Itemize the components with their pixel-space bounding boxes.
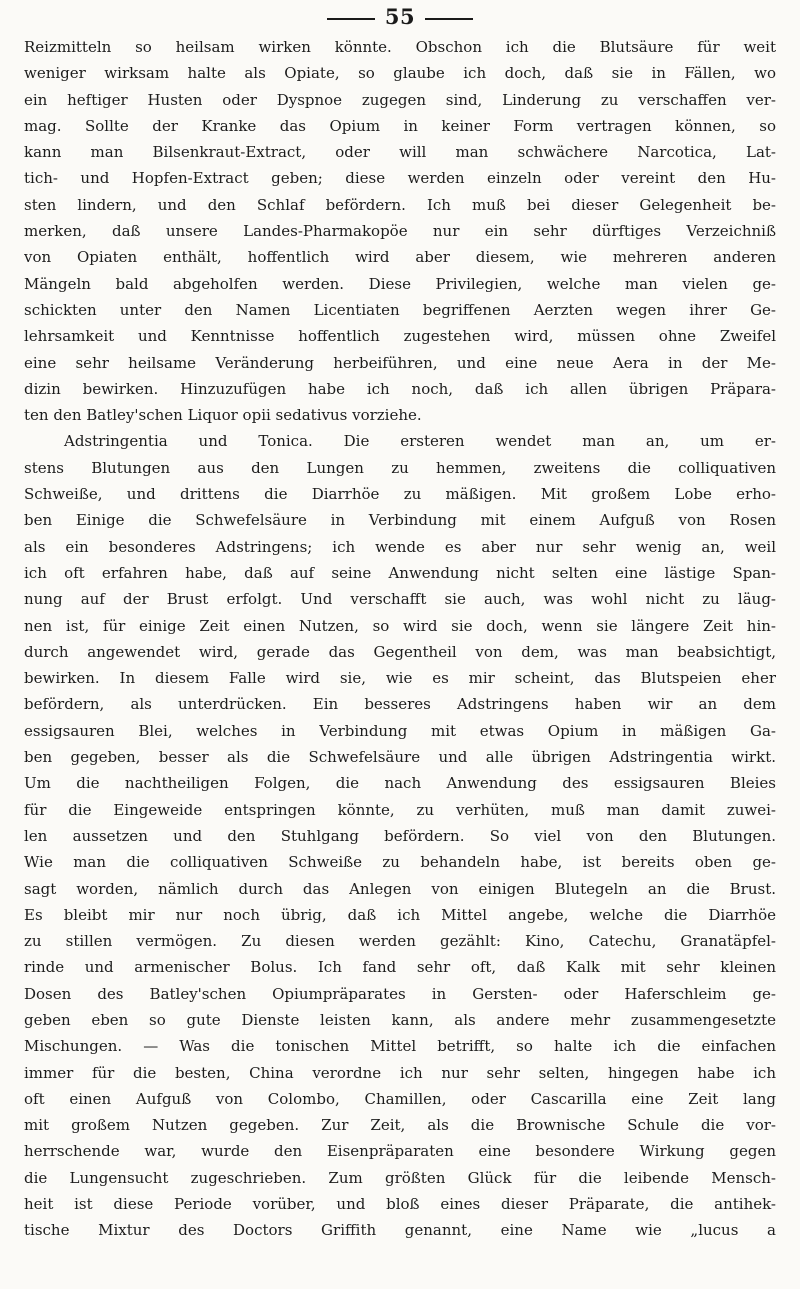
text-line: kann man Bilsenkraut-Extract, oder will man schwächere Narcotica, Lat-: [24, 143, 776, 162]
text-line: mit großem Nutzen gegeben. Zur Zeit, als die Brownische Schule die vor-: [24, 1116, 776, 1135]
text-line: für die Eingeweide entspringen könnte, zu verhüten, muß man damit zuwei-: [24, 800, 776, 819]
text-line: Dosen des Batley'schen Opiumpräparates in Gersten- oder Haferschleim ge-: [24, 984, 776, 1003]
text-line: Wie man die colliquativen Schweiße zu behandeln habe, ist bereits oben ge-: [24, 853, 776, 872]
text-line: stens Blutungen aus den Lungen zu hemmen, zweitens die colliquativen: [24, 458, 776, 477]
text-line: bewirken. In diesem Falle wird sie, wie es mir scheint, das Blutspeien eher: [24, 669, 776, 688]
text-line: Mischungen. — Was die tonischen Mittel betrifft, so halte ich die einfachen: [24, 1037, 776, 1056]
page-number-text: 55: [384, 4, 416, 29]
text-line: sagt worden, nämlich durch das Anlegen von einigen Blutegeln an die Brust.: [24, 879, 776, 898]
text-line: Es bleibt mir nur noch übrig, daß ich Mittel angebe, welche die Diarrhöe: [24, 905, 776, 924]
text-line: lehrsamkeit und Kenntnisse hoffentlich zugestehen wird, müssen ohne Zweifel: [24, 327, 776, 346]
text-line: rinde und armenischer Bolus. Ich fand sehr oft, daß Kalk mit sehr kleinen: [24, 958, 776, 977]
text-line: tich- und Hopfen-Extract geben; diese werden einzeln oder vereint den Hu-: [24, 169, 776, 188]
text-line: ben Einige die Schwefelsäure in Verbindung mit einem Aufguß von Rosen: [24, 511, 776, 530]
text-line: Um die nachtheiligen Folgen, die nach Anwendung des essigsauren Bleies: [24, 774, 776, 793]
text-line: nen ist, für einige Zeit einen Nutzen, so wird sie doch, wenn sie längere Zeit hin-: [24, 616, 776, 635]
text-line: len aussetzen und den Stuhlgang befördern. So viel von den Blutungen.: [24, 826, 776, 845]
text-line: durch angewendet wird, gerade das Gegentheil von dem, was man beabsichtigt,: [24, 642, 776, 661]
text-line: ich oft erfahren habe, daß auf seine Anwendung nicht selten eine lästige Span-: [24, 563, 776, 582]
text-line: weniger wirksam halte als Opiate, so glaube ich doch, daß sie in Fällen, wo: [24, 64, 776, 83]
text-line: oft einen Aufguß von Colombo, Chamillen, oder Cascarilla eine Zeit lang: [24, 1089, 776, 1108]
text-line: merken, daß unsere Landes-Pharmakopöe nur ein sehr dürftiges Verzeichniß: [24, 222, 776, 241]
text-line: immer für die besten, China verordne ich nur sehr selten, hingegen habe ich: [24, 1063, 776, 1082]
text-line: Schweiße, und drittens die Diarrhöe zu mäßigen. Mit großem Lobe erho-: [24, 485, 776, 504]
text-line: als ein besonderes Adstringens; ich wende es aber nur sehr wenig an, weil: [24, 537, 776, 556]
text-line: ten den Batley'schen Liquor opii sedativus vorziehe.: [24, 406, 422, 425]
text-line: zu stillen vermögen. Zu diesen werden gezählt: Kino, Catechu, Granatäpfel-: [24, 932, 776, 951]
text-line: eine sehr heilsame Veränderung herbeiführen, und eine neue Aera in der Me-: [24, 353, 776, 372]
text-line: ben gegeben, besser als die Schwefelsäure und alle übrigen Adstringentia wirkt.: [24, 748, 776, 767]
text-line: tische Mixtur des Doctors Griffith genannt, eine Name wie „lucus a: [24, 1221, 776, 1240]
text-line: von Opiaten enthält, hoffentlich wird aber diesem, wie mehreren anderen: [24, 248, 776, 267]
text-line: essigsauren Blei, welches in Verbindung mit etwas Opium in mäßigen Ga-: [24, 721, 776, 740]
text-line: mag. Sollte der Kranke das Opium in keiner Form vertragen können, so: [24, 116, 776, 135]
body-text: [24, 34, 776, 1244]
text-line: die Lungensucht zugeschrieben. Zum größten Glück für die leibende Mensch-: [24, 1168, 776, 1187]
text-line: Reizmitteln so heilsam wirken könnte. Obschon ich die Blutsäure für weit: [24, 38, 776, 56]
text-line: schickten unter den Namen Licentiaten begriffenen Aerzten wegen ihrer Ge-: [24, 300, 776, 319]
text-line: herrschende war, wurde den Eisenpräparaten eine besondere Wirkung gegen: [24, 1142, 776, 1161]
left-rule: [327, 18, 375, 20]
text-line: ein heftiger Husten oder Dyspnoe zugegen sind, Linderung zu verschaffen ver-: [24, 90, 776, 109]
text-line: sten lindern, und den Schlaf befördern. Ich muß bei dieser Gelegenheit be-: [24, 195, 776, 214]
text-line: dizin bewirken. Hinzuzufügen habe ich noch, daß ich allen übrigen Präpara-: [24, 379, 776, 398]
text-line: nung auf der Brust erfolgt. Und verschafft sie auch, was wohl nicht zu läug-: [24, 590, 776, 609]
text-line: befördern, als unterdrücken. Ein besseres Adstringens haben wir an dem: [24, 695, 776, 714]
right-rule: [425, 18, 473, 20]
text-line: heit ist diese Periode vorüber, und bloß eines dieser Präparate, die antihek-: [24, 1195, 776, 1214]
text-line: Mängeln bald abgeholfen werden. Diese Privilegien, welche man vielen ge-: [24, 274, 776, 293]
text-line: geben eben so gute Dienste leisten kann, als andere mehr zusammengesetzte: [24, 1010, 776, 1029]
text-line: Adstringentia und Tonica. Die ersteren wendet man an, um er-: [64, 432, 776, 451]
page-number: [0, 4, 800, 29]
